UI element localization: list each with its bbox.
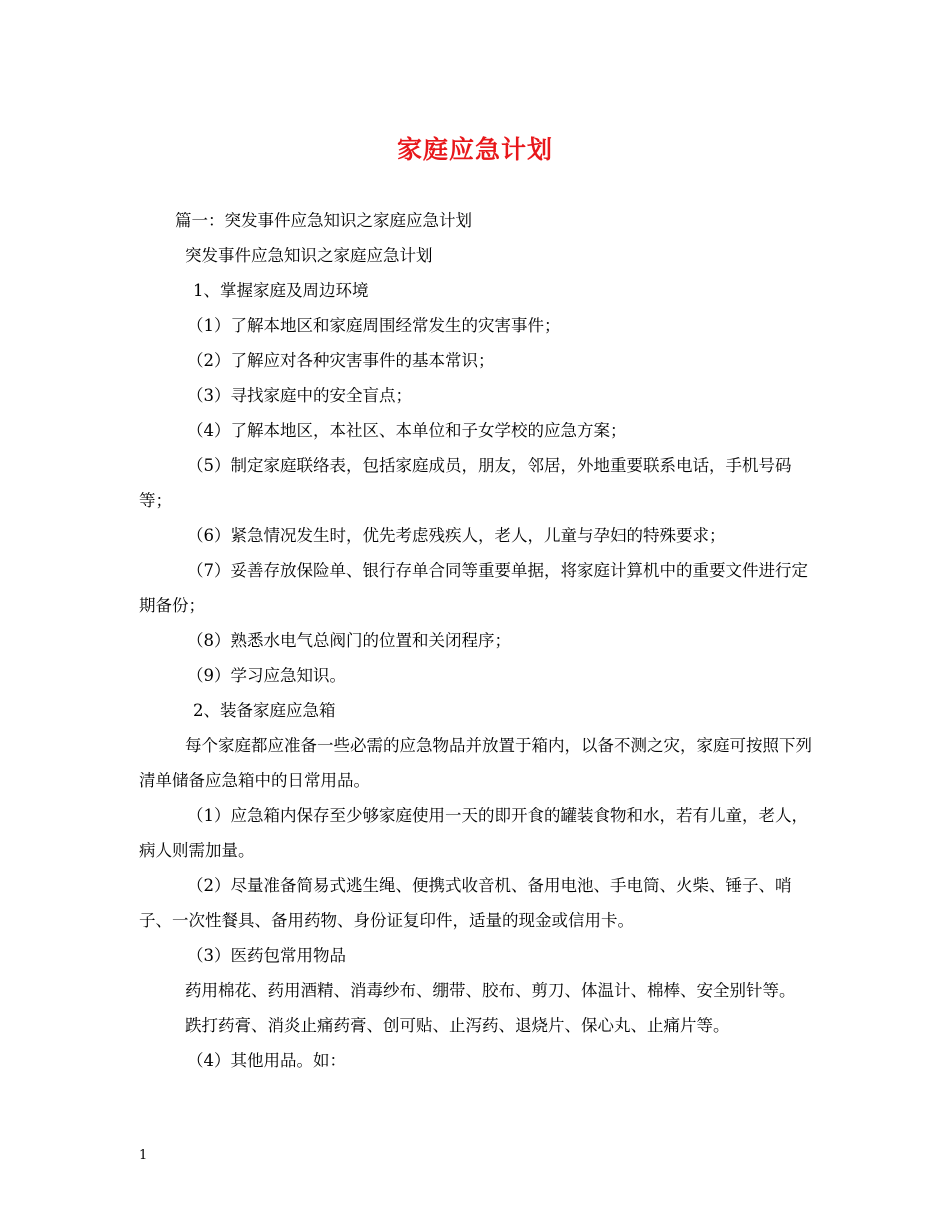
paragraph: （7）妥善存放保险单、银行存单合同等重要单据，将家庭计算机中的重要文件进行定期备份；: [139, 561, 808, 615]
paragraph: 1、掌握家庭及周边环境: [193, 281, 369, 300]
document-title: 家庭应急计划: [396, 135, 553, 164]
paragraph: （3）寻找家庭中的安全盲点；: [187, 386, 412, 405]
paragraph: （4）其他用品。如：: [187, 1051, 346, 1070]
paragraph: 突发事件应急知识之家庭应急计划: [185, 246, 433, 265]
paragraph: （6）紧急情况发生时，优先考虑残疾人，老人，儿童与孕妇的特殊要求；: [187, 526, 726, 545]
paragraph: 药用棉花、药用酒精、消毒纱布、绷带、胶布、剪刀、体温计、棉棒、安全别针等。: [185, 981, 796, 1000]
page-number: 1: [139, 1148, 148, 1163]
paragraph: （2）尽量准备简易式逃生绳、便携式收音机、备用电池、手电筒、火柴、锤子、哨子、一次性餐具、备用药物、身份证复印件，适量的现金或信用卡。: [139, 876, 792, 930]
paragraph: （4）了解本地区，本社区、本单位和子女学校的应急方案；: [187, 421, 627, 440]
paragraph: （1）了解本地区和家庭周围经常发生的灾害事件；: [187, 316, 561, 335]
paragraph: 跌打药膏、消炎止痛药膏、创可贴、止泻药、退烧片、保心丸、止痛片等。: [185, 1016, 730, 1035]
paragraph: 篇一：突发事件应急知识之家庭应急计划: [175, 211, 472, 230]
paragraph: （9）学习应急知识。: [187, 666, 346, 685]
paragraph: 2、装备家庭应急箱: [193, 701, 336, 720]
paragraph: 每个家庭都应准备一些必需的应急物品并放置于箱内，以备不测之灾，家庭可按照下列清单储备应急箱中的日常用品。: [139, 736, 812, 790]
document-body: [139, 203, 819, 1078]
paragraph: （3）医药包常用物品: [187, 946, 346, 965]
paragraph: （1）应急箱内保存至少够家庭使用一天的即开食的罐装食物和水，若有儿童，老人，病人则需加量。: [139, 806, 808, 860]
paragraph: （5）制定家庭联络表，包括家庭成员，朋友，邻居，外地重要联系电话，手机号码等；: [139, 456, 792, 510]
paragraph: （8）熟悉水电气总阀门的位置和关闭程序；: [187, 631, 511, 650]
paragraph: （2）了解应对各种灾害事件的基本常识；: [187, 351, 495, 370]
